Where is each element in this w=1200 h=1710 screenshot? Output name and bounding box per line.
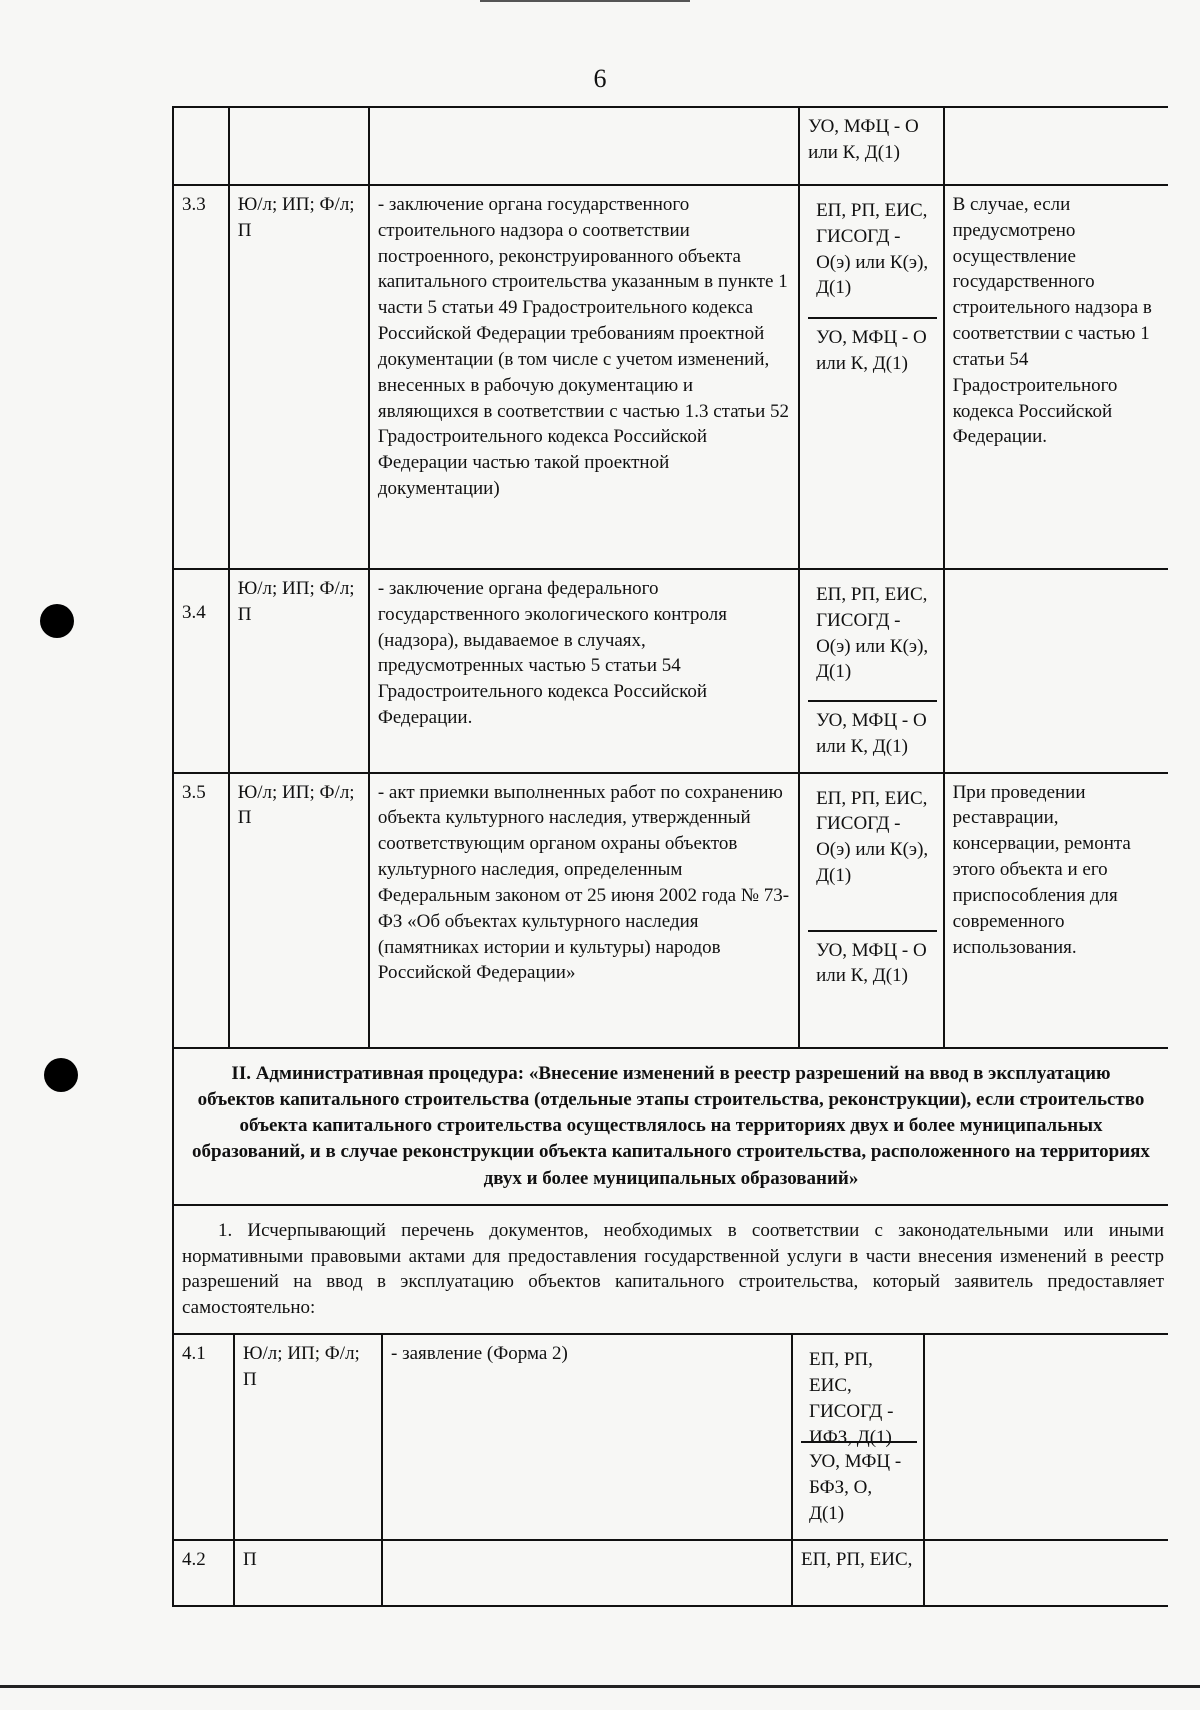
cell-method: [799, 185, 944, 569]
method-electronic: ЕП, РП, ЕИС, ГИСОГД - О(э) или К(э), Д(1): [816, 584, 929, 683]
table-section-4: [174, 1335, 1168, 1606]
cell-method: [799, 569, 944, 773]
method-in-person: УО, МФЦ - О или К, Д(1): [808, 317, 937, 383]
cell-num: 4.2: [174, 1540, 234, 1606]
cell-note: [924, 1335, 1168, 1539]
punch-hole-upper: [40, 604, 74, 638]
table-row: [174, 1335, 1168, 1539]
row-number: 3.4: [182, 602, 206, 623]
cell-num: 4.1: [174, 1335, 234, 1539]
table-row: [174, 1540, 1168, 1606]
cell-method: ЕП, РП, ЕИС,: [792, 1540, 924, 1606]
cell-applicant: Ю/л; ИП; Ф/л; П: [234, 1335, 382, 1539]
table-row: [174, 107, 1168, 185]
cell-document: - заключение органа федерального государственного экологического контроля (надзора), выдаваемое в случаях, предусмотренных частью 5 статьи 54 Градостроительного кодекса Российской Федерации.: [369, 569, 799, 773]
cell-num: 3.5: [174, 773, 229, 1048]
table-row: [174, 185, 1168, 569]
cell-note: [944, 569, 1168, 773]
method-electronic: ЕП, РП, ЕИС, ГИСОГД - ИФЗ, Д(1): [809, 1349, 894, 1448]
cell-note: При проведении реставрации, консервации, ремонта этого объекта и его приспособления для современного использования.: [944, 773, 1168, 1048]
method-electronic: ЕП, РП, ЕИС, ГИСОГД - О(э) или К(э), Д(1): [816, 787, 929, 887]
method-in-person: УО, МФЦ - БФЗ, О, Д(1): [801, 1441, 917, 1532]
cell-note: [924, 1540, 1168, 1606]
cell-method: УО, МФЦ - О или К, Д(1): [799, 107, 944, 185]
cell-applicant: Ю/л; ИП; Ф/л; П: [229, 185, 369, 569]
cell-document: - заключение органа государственного строительного надзора о соответствии построенного, реконструированного объекта капитального строительства указанным в пункте 1 части 5 статьи 49 Градостроительного кодекса Российской Федерации требованиям проектной документации (в том числе с учетом изменений, внесенных в рабочую документацию и являющихся в соответствии с частью 1.3 статьи 52 Градостроительного кодекса Российской Федерации частью такой проектной документации): [369, 185, 799, 569]
cell-document: [369, 107, 799, 185]
cell-document: [382, 1540, 792, 1606]
cell-applicant: Ю/л; ИП; Ф/л; П: [229, 569, 369, 773]
cell-note: [944, 107, 1168, 185]
cell-applicant: Ю/л; ИП; Ф/л; П: [229, 773, 369, 1048]
cell-note: В случае, если предусмотрено осуществление государственного строительного надзора в соответствии с частью 1 статьи 54 Градостроительного кодекса Российской Федерации.: [944, 185, 1168, 569]
table-row: [174, 569, 1168, 773]
cell-method: [799, 773, 944, 1048]
cell-num: [174, 107, 229, 185]
cell-applicant: [229, 107, 369, 185]
table-row: [174, 773, 1168, 1048]
table-section-3: [174, 106, 1168, 1049]
cell-num: 3.3: [174, 185, 229, 569]
method-in-person: УО, МФЦ - О или К, Д(1): [808, 700, 937, 766]
cell-document: - заявление (Форма 2): [382, 1335, 792, 1539]
cell-method: [792, 1335, 924, 1539]
document-table: [172, 106, 1168, 1607]
cell-applicant: П: [234, 1540, 382, 1606]
documents-paragraph: 1. Исчерпывающий перечень документов, необходимых в соответствии с законодательными или иными нормативными правовыми актами для предоставления государственной услуги в части внесения изменений в реестр разрешений на ввод в эксплуатацию объектов капитального строительства, который заявитель предоставляет самостоятельно:: [174, 1206, 1168, 1335]
method-in-person: УО, МФЦ - О или К, Д(1): [808, 930, 937, 996]
scan-artifact-top: [480, 0, 690, 2]
method-electronic: ЕП, РП, ЕИС, ГИСОГД - О(э) или К(э), Д(1): [816, 200, 929, 299]
scan-artifact-bottom: [0, 1685, 1200, 1688]
cell-num: [174, 569, 229, 773]
page-number: 6: [593, 64, 607, 93]
punch-hole-lower: [44, 1058, 78, 1092]
cell-document: - акт приемки выполненных работ по сохранению объекта культурного наследия, утвержденный соответствующим органом охраны объектов культурного наследия, определенным Федеральным законом от 25 июня 2002 года № 73-ФЗ «Об объектах культурного наследия (памятниках истории и культуры) народов Российской Федерации»: [369, 773, 799, 1048]
procedure-heading: II. Административная процедура: «Внесение изменений в реестр разрешений на ввод в эксплуатацию объектов капитального строительства (отдельные этапы строительства, реконструкции), если строительство объекта капитального строительства осуществлялось на территориях двух и более муниципальных образований, и в случае реконструкции объекта капитального строительства, расположенного на территориях двух и более муниципальных образований»: [174, 1049, 1168, 1206]
